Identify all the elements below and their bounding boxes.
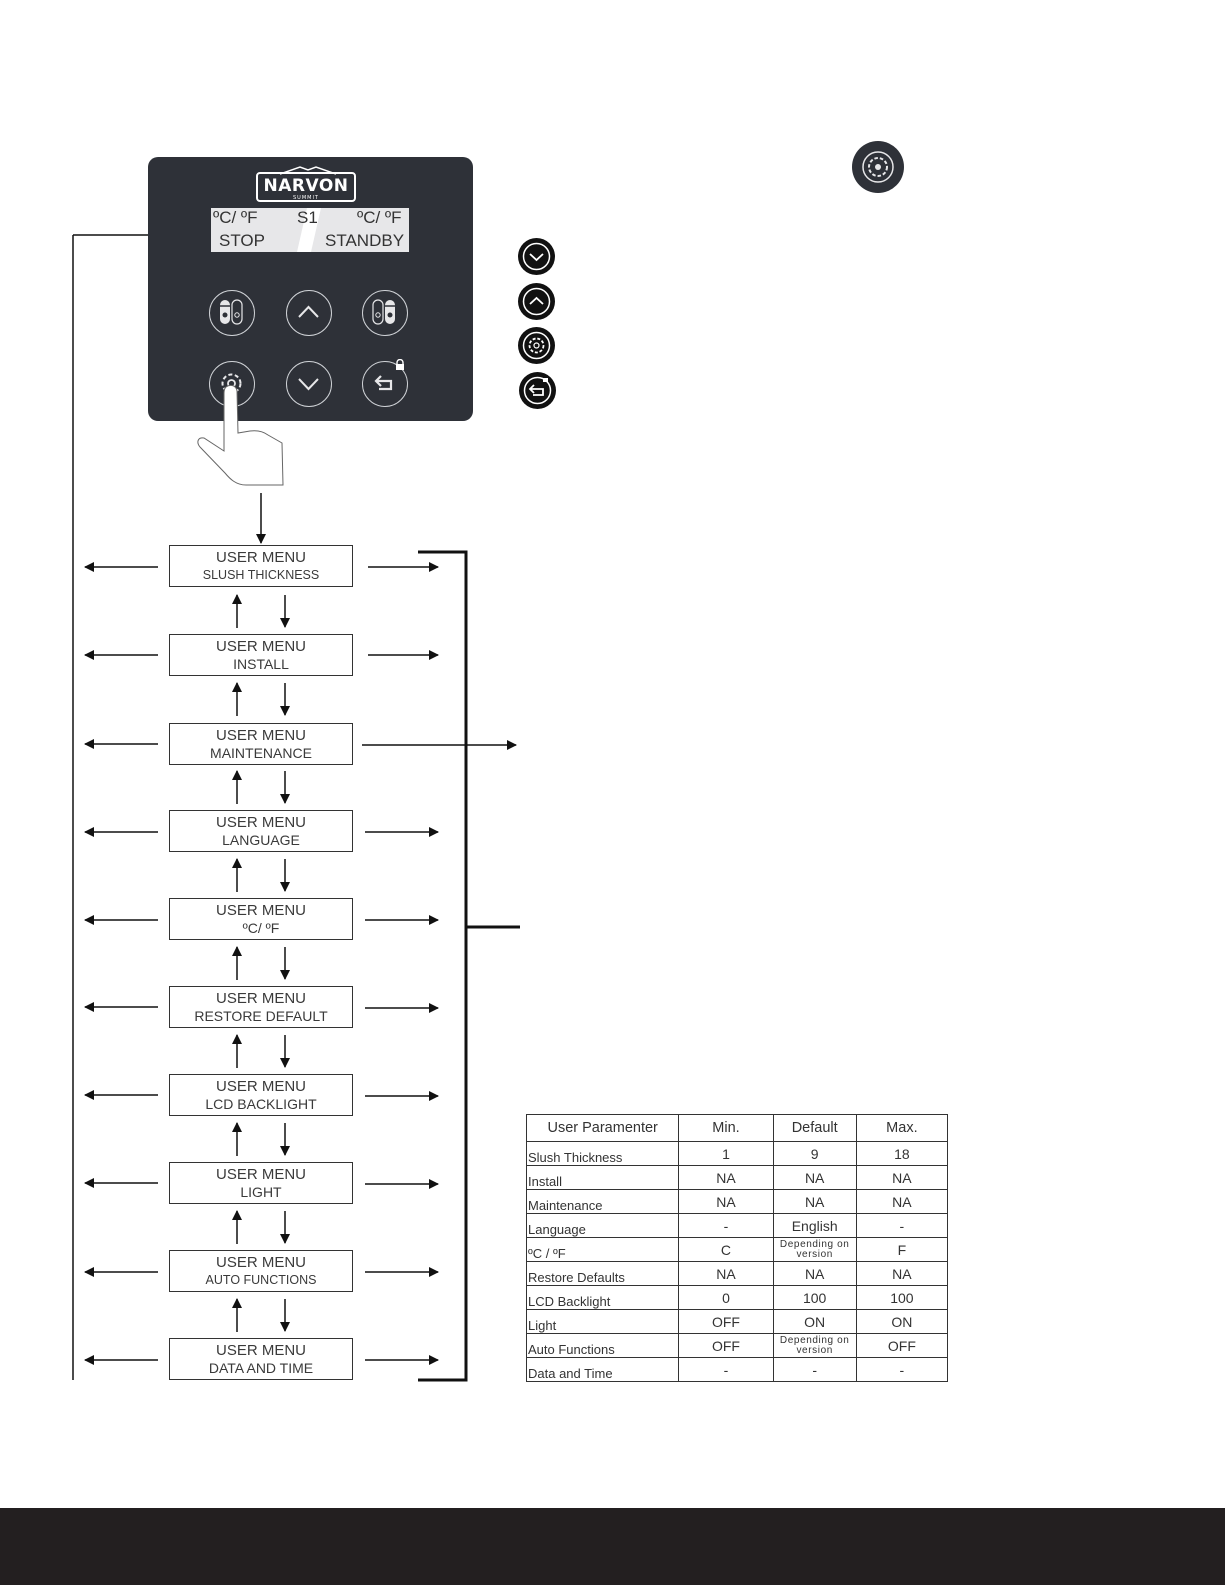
column-header: Min. xyxy=(679,1115,773,1142)
menu-item-light[interactable] xyxy=(169,1162,353,1204)
table-row xyxy=(527,1262,948,1286)
table-row xyxy=(527,1334,948,1358)
lcd-unit-left: ºC/ ºF xyxy=(213,208,258,227)
param-default: Depending on version xyxy=(773,1238,856,1262)
hand-pointer-icon xyxy=(190,385,290,490)
control-panel xyxy=(148,157,473,421)
column-header: User Paramenter xyxy=(527,1115,679,1142)
logo-text: NARVON xyxy=(263,176,349,196)
left-bowl-button[interactable] xyxy=(209,290,255,336)
param-max: OFF xyxy=(856,1334,947,1358)
up-button[interactable] xyxy=(286,290,332,336)
table-row xyxy=(527,1358,948,1382)
param-default: 9 xyxy=(773,1142,856,1166)
menu-item-maintenance[interactable] xyxy=(169,723,353,765)
param-max: ON xyxy=(856,1310,947,1334)
user-parameter-table xyxy=(526,1114,948,1382)
menu-subtitle: DATA AND TIME xyxy=(208,1360,314,1376)
logo-subtext: SUMMIT xyxy=(293,195,319,201)
param-name: Maintenance xyxy=(527,1190,679,1214)
table-header-row xyxy=(527,1115,948,1142)
menu-title: USER MENU xyxy=(215,1078,306,1095)
param-default: NA xyxy=(773,1262,856,1286)
menu-subtitle: AUTO FUNCTIONS xyxy=(205,1273,317,1287)
table-row xyxy=(527,1310,948,1334)
menu-item-temp-unit[interactable] xyxy=(169,898,353,940)
menu-subtitle: INSTALL xyxy=(233,656,289,672)
menu-subtitle: SLUSH THICKNESS xyxy=(202,568,320,582)
menu-subtitle: ºC/ ºF xyxy=(242,920,280,936)
param-default: 100 xyxy=(773,1286,856,1310)
param-max: 100 xyxy=(856,1286,947,1310)
lock-icon xyxy=(394,359,406,371)
param-name: Auto Functions xyxy=(527,1334,679,1358)
param-min: - xyxy=(679,1358,773,1382)
menu-subtitle: MAINTENANCE xyxy=(210,745,312,761)
menu-item-slush-thickness[interactable] xyxy=(169,545,353,587)
param-default: - xyxy=(773,1358,856,1382)
param-name: Restore Defaults xyxy=(527,1262,679,1286)
param-name: Data and Time xyxy=(527,1358,679,1382)
param-max: F xyxy=(856,1238,947,1262)
param-min: C xyxy=(679,1238,773,1262)
right-bowl-button[interactable] xyxy=(362,290,408,336)
param-max: NA xyxy=(856,1190,947,1214)
param-default: NA xyxy=(773,1190,856,1214)
param-name: LCD Backlight xyxy=(527,1286,679,1310)
param-min: NA xyxy=(679,1262,773,1286)
chevron-up-icon xyxy=(518,283,555,320)
menu-item-auto-functions[interactable] xyxy=(169,1250,353,1292)
menu-subtitle: LIGHT xyxy=(240,1184,282,1200)
menu-item-language[interactable] xyxy=(169,810,353,852)
menu-title: USER MENU xyxy=(215,814,306,831)
left-bowl-icon xyxy=(210,291,253,334)
param-name: Language xyxy=(527,1214,679,1238)
menu-subtitle: LCD BACKLIGHT xyxy=(205,1096,317,1112)
param-max: - xyxy=(856,1358,947,1382)
lcd-status-right: STANDBY xyxy=(325,231,405,250)
back-icon xyxy=(519,372,556,409)
param-min: NA xyxy=(679,1166,773,1190)
lcd-slot: S1 xyxy=(297,208,318,227)
lcd-unit-right: ºC/ ºF xyxy=(357,208,402,227)
settings-reference xyxy=(852,141,904,193)
column-header: Max. xyxy=(856,1115,947,1142)
legend-down xyxy=(518,238,555,275)
param-min: 0 xyxy=(679,1286,773,1310)
param-min: NA xyxy=(679,1190,773,1214)
page-footer-bar xyxy=(0,1508,1225,1585)
down-button[interactable] xyxy=(286,361,332,407)
legend-back xyxy=(519,372,556,409)
menu-title: USER MENU xyxy=(215,1254,306,1271)
param-default: Depending on version xyxy=(773,1334,856,1358)
menu-title: USER MENU xyxy=(215,1342,306,1359)
column-header: Default xyxy=(773,1115,856,1142)
table-row xyxy=(527,1214,948,1238)
param-default: English xyxy=(773,1214,856,1238)
menu-item-restore-default[interactable] xyxy=(169,986,353,1028)
menu-title: USER MENU xyxy=(215,1166,306,1183)
narvon-logo xyxy=(256,172,356,202)
param-max: 18 xyxy=(856,1142,947,1166)
param-min: - xyxy=(679,1214,773,1238)
logo-roof-icon xyxy=(280,165,336,175)
menu-item-data-and-time[interactable] xyxy=(169,1338,353,1380)
legend-up xyxy=(518,283,555,320)
param-min: OFF xyxy=(679,1310,773,1334)
chevron-down-icon xyxy=(518,238,555,275)
chevron-down-icon xyxy=(287,362,330,405)
menu-subtitle: LANGUAGE xyxy=(222,832,300,848)
menu-item-install[interactable] xyxy=(169,634,353,676)
param-name: Slush Thickness xyxy=(527,1142,679,1166)
param-name: Light xyxy=(527,1310,679,1334)
legend-settings xyxy=(518,327,555,364)
param-min: OFF xyxy=(679,1334,773,1358)
param-default: ON xyxy=(773,1310,856,1334)
param-max: NA xyxy=(856,1262,947,1286)
lcd-display xyxy=(211,208,409,252)
param-max: NA xyxy=(856,1166,947,1190)
param-min: 1 xyxy=(679,1142,773,1166)
menu-title: USER MENU xyxy=(215,549,306,566)
menu-subtitle: RESTORE DEFAULT xyxy=(194,1008,328,1024)
param-name: ºC / ºF xyxy=(527,1238,679,1262)
menu-item-lcd-backlight[interactable] xyxy=(169,1074,353,1116)
menu-title: USER MENU xyxy=(215,990,306,1007)
gear-icon xyxy=(852,141,904,193)
right-bowl-icon xyxy=(363,291,406,334)
param-max: - xyxy=(856,1214,947,1238)
menu-title: USER MENU xyxy=(215,727,306,744)
table-row xyxy=(527,1238,948,1262)
gear-icon xyxy=(518,327,555,364)
chevron-up-icon xyxy=(287,291,330,334)
lcd-status-left: STOP xyxy=(219,231,265,250)
param-default: NA xyxy=(773,1166,856,1190)
param-name: Install xyxy=(527,1166,679,1190)
table-row xyxy=(527,1286,948,1310)
menu-title: USER MENU xyxy=(215,902,306,919)
table-row xyxy=(527,1190,948,1214)
table-row xyxy=(527,1142,948,1166)
table-row xyxy=(527,1166,948,1190)
menu-title: USER MENU xyxy=(215,638,306,655)
